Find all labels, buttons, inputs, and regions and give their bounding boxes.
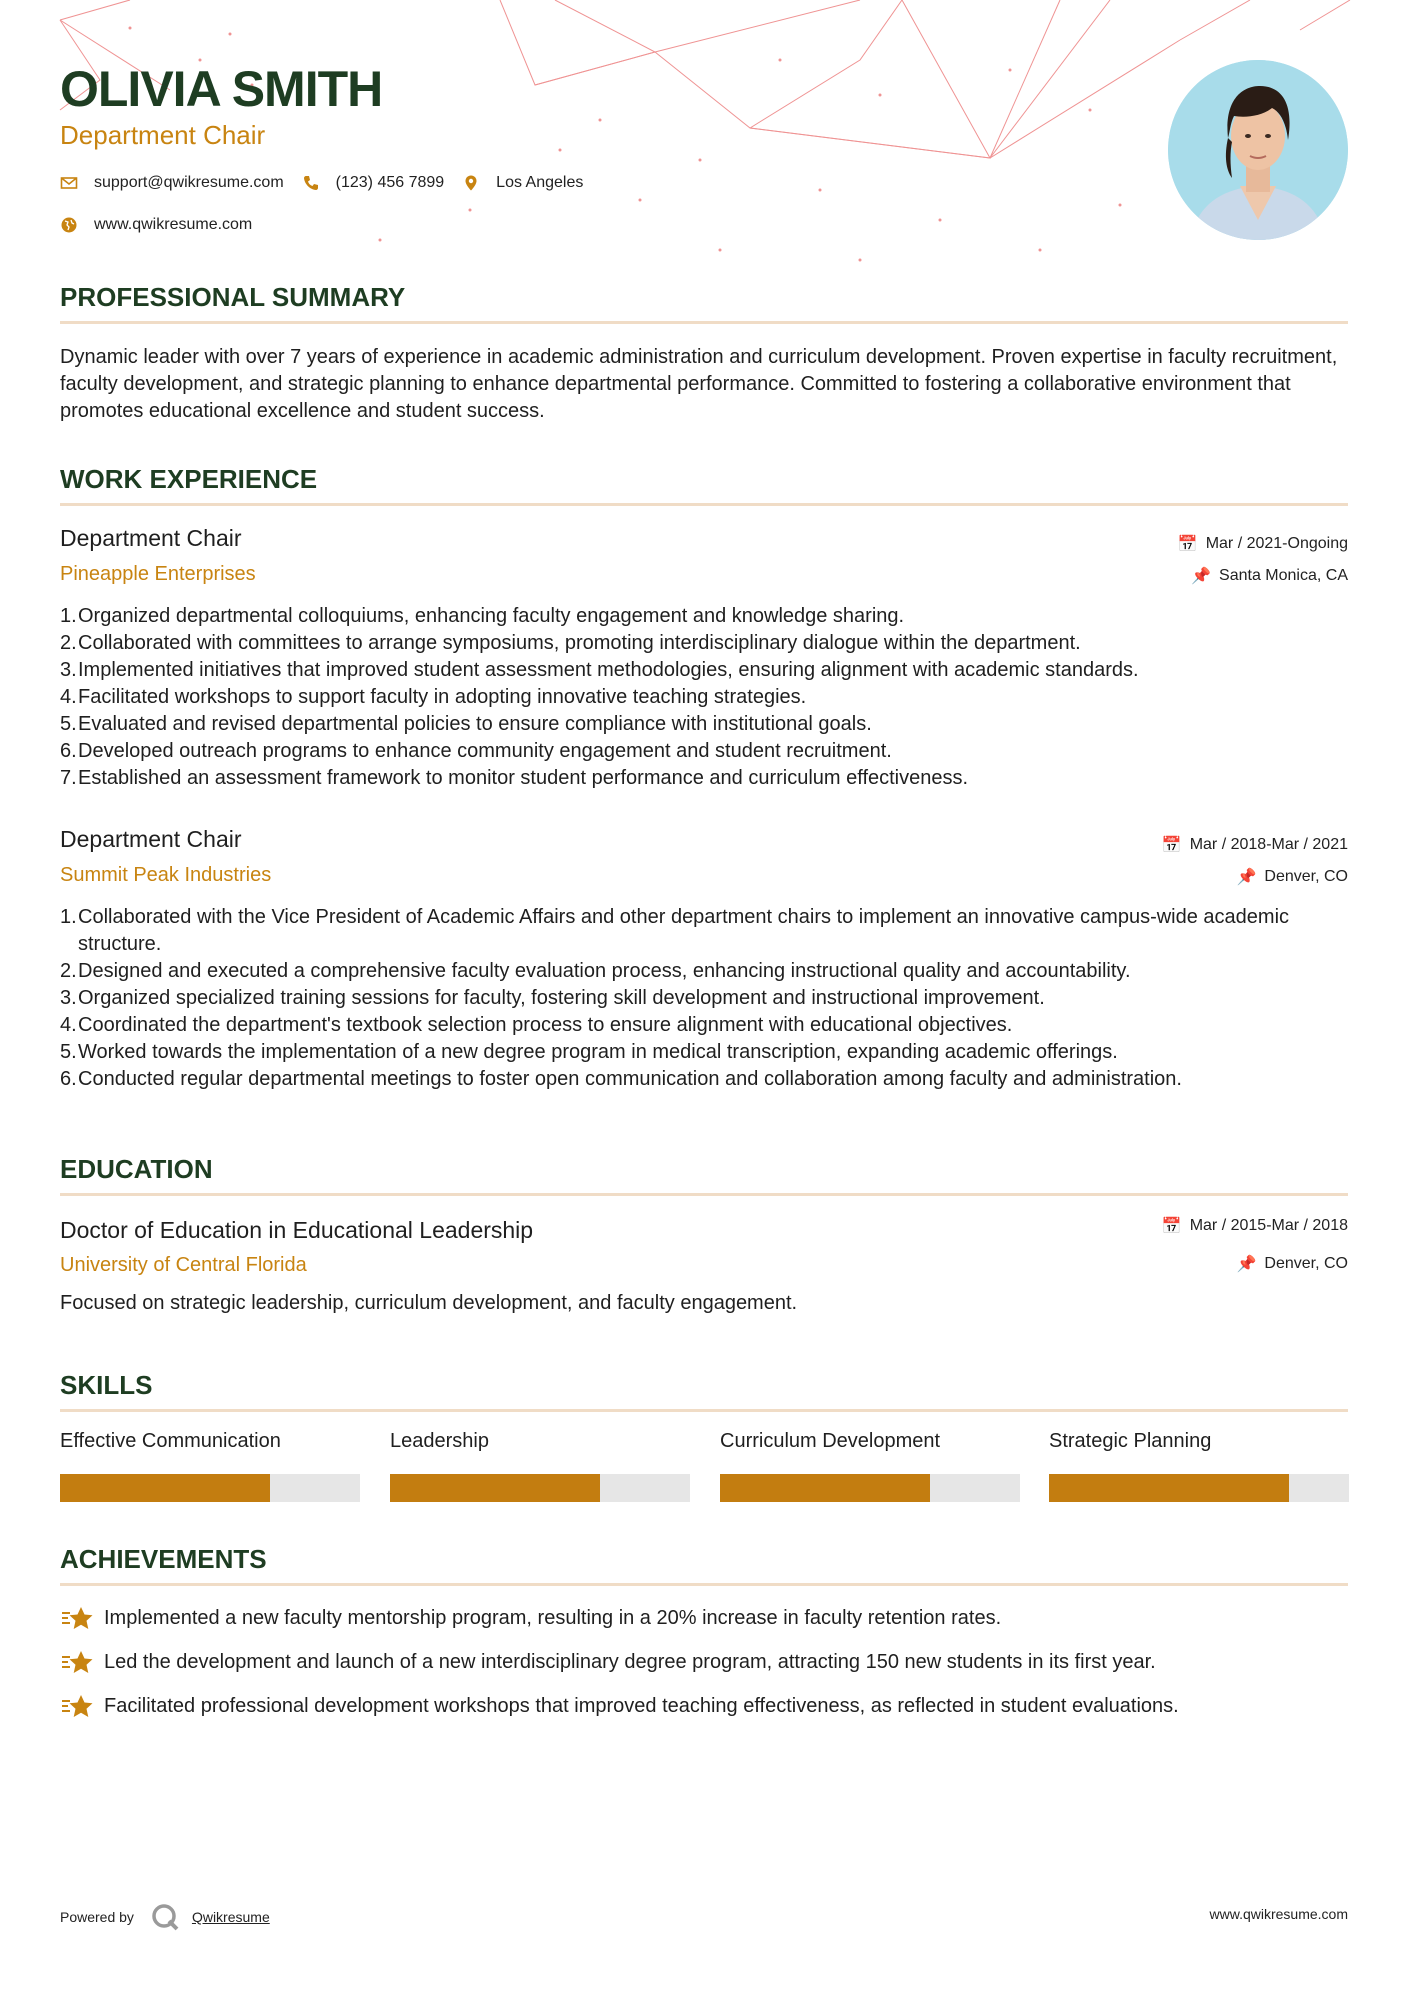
calendar-icon: 📅 bbox=[1161, 837, 1182, 854]
job-dates-text: Mar / 2018-Mar / 2021 bbox=[1189, 836, 1348, 853]
candidate-title: Department Chair bbox=[60, 120, 266, 150]
list-item: 3. Implemented initiatives that improved student assessment methodologies, ensuring alignment with academic standards. bbox=[60, 657, 1350, 684]
bullet-text: Conducted regular departmental meetings to foster open communication and collaboration among faculty and administration. bbox=[78, 1068, 1182, 1090]
bullet-text: Developed outreach programs to enhance community engagement and student recruitment. bbox=[78, 740, 892, 762]
list-item: 5. Worked towards the implementation of a new degree program in medical transcription, expanding academic offerings. bbox=[60, 1039, 1350, 1066]
job-role: Department Chair bbox=[60, 525, 242, 551]
section-divider bbox=[60, 1409, 1348, 1412]
job-dates bbox=[1162, 835, 1348, 855]
list-item: 1. Collaborated with the Vice President of Academic Affairs and other department chairs to implement an innovative campus-wide academic structure. bbox=[60, 904, 1350, 958]
section-title-achievements: ACHIEVEMENTS bbox=[60, 1544, 267, 1574]
bullet-text: Established an assessment framework to monitor student performance and curriculum effectiveness. bbox=[78, 767, 969, 789]
contact-website[interactable] bbox=[60, 216, 252, 234]
bullet-text: Organized departmental colloquiums, enhancing faculty engagement and knowledge sharing. bbox=[78, 605, 905, 627]
skill-item bbox=[1049, 1430, 1349, 1502]
job-bullets bbox=[60, 603, 1350, 792]
list-item: 6. Developed outreach programs to enhance community engagement and student recruitment. bbox=[60, 738, 1350, 765]
section-divider bbox=[60, 1193, 1348, 1196]
section-title-skills: SKILLS bbox=[60, 1370, 153, 1400]
job-company: Pineapple Enterprises bbox=[60, 563, 256, 585]
candidate-name: OLIVIA SMITH bbox=[60, 61, 383, 117]
achievement-text: Facilitated professional development workshops that improved teaching effectiveness, as reflected in student evaluations. bbox=[104, 1694, 1179, 1717]
summary-text: Dynamic leader with over 7 years of experience in academic administration and curriculum development. Proven expertise in faculty recruitment, faculty development, and strategic planning to enhance departmental performance. Committed to fostering a collaborative environment that promotes educational excellence and student success. bbox=[60, 346, 1338, 422]
star-icon bbox=[60, 1692, 94, 1720]
job-dates bbox=[1178, 534, 1348, 554]
section-title-education: EDUCATION bbox=[60, 1154, 213, 1184]
skill-bar-fill bbox=[720, 1474, 930, 1502]
education-dates bbox=[1162, 1216, 1348, 1236]
skill-bar bbox=[720, 1474, 1020, 1502]
envelope-icon bbox=[60, 174, 78, 192]
job-role: Department Chair bbox=[60, 826, 242, 852]
section-divider bbox=[60, 503, 1348, 506]
skill-item bbox=[720, 1430, 1020, 1502]
list-item: 2. Designed and executed a comprehensive faculty evaluation process, enhancing instructional quality and accountability. bbox=[60, 958, 1350, 985]
job-dates-text: Mar / 2021-Ongoing bbox=[1205, 535, 1348, 552]
job-bullets bbox=[60, 904, 1350, 1093]
calendar-icon: 📅 bbox=[1161, 1218, 1182, 1235]
list-item: 2. Collaborated with committees to arrange symposiums, promoting interdisciplinary dialogue within the department. bbox=[60, 630, 1350, 657]
bullet-text: Evaluated and revised departmental policies to ensure compliance with institutional goals. bbox=[78, 713, 872, 735]
achievement-text: Implemented a new faculty mentorship program, resulting in a 20% increase in faculty retention rates. bbox=[104, 1606, 1002, 1629]
education-description: Focused on strategic leadership, curriculum development, and faculty engagement. bbox=[60, 1292, 798, 1314]
contact-phone[interactable] bbox=[302, 174, 445, 192]
location-text: Los Angeles bbox=[496, 174, 584, 191]
skill-label: Effective Communication bbox=[60, 1430, 281, 1452]
bullet-text: Worked towards the implementation of a new degree program in medical transcription, expanding academic offerings. bbox=[78, 1041, 1118, 1063]
map-pin-icon bbox=[462, 174, 480, 192]
contact-row-2 bbox=[60, 216, 270, 234]
job-location bbox=[1236, 867, 1348, 887]
pushpin-icon: 📌 bbox=[1236, 869, 1257, 886]
skill-bar-fill bbox=[1049, 1474, 1289, 1502]
phone-text: (123) 456 7899 bbox=[335, 174, 445, 191]
bullet-text: Collaborated with committees to arrange symposiums, promoting interdisciplinary dialogue within the department. bbox=[78, 632, 1081, 654]
achievement-text: Led the development and launch of a new interdisciplinary degree program, attracting 150 new students in its first year. bbox=[104, 1650, 1156, 1673]
job-location-text: Santa Monica, CA bbox=[1219, 567, 1348, 584]
education-location-text: Denver, CO bbox=[1264, 1255, 1348, 1272]
pushpin-icon: 📌 bbox=[1191, 568, 1212, 585]
list-item: 6. Conducted regular departmental meetings to foster open communication and collaboration among faculty and administration. bbox=[60, 1066, 1350, 1093]
achievement-item bbox=[60, 1692, 1179, 1720]
list-item: 4. Coordinated the department's textbook selection process to ensure alignment with educational objectives. bbox=[60, 1012, 1350, 1039]
skill-item bbox=[390, 1430, 690, 1502]
skill-bar bbox=[60, 1474, 360, 1502]
skill-label: Strategic Planning bbox=[1049, 1430, 1212, 1452]
education-degree: Doctor of Education in Educational Leadership bbox=[60, 1217, 534, 1243]
section-title-experience: WORK EXPERIENCE bbox=[60, 464, 318, 494]
website-text: www.qwikresume.com bbox=[94, 216, 253, 233]
job-location bbox=[1191, 566, 1348, 586]
education-school: University of Central Florida bbox=[60, 1254, 307, 1276]
skill-item bbox=[60, 1430, 360, 1502]
star-icon bbox=[60, 1604, 94, 1632]
skill-bar-fill bbox=[390, 1474, 600, 1502]
globe-icon bbox=[60, 216, 78, 234]
section-divider bbox=[60, 321, 1348, 324]
qwikresume-link[interactable]: Qwikresume bbox=[191, 1909, 270, 1925]
bullet-text: Designed and executed a comprehensive faculty evaluation process, enhancing instructional quality and accountability. bbox=[78, 960, 1131, 982]
section-divider bbox=[60, 1583, 1348, 1586]
skill-bar bbox=[390, 1474, 690, 1502]
skill-bar bbox=[1049, 1474, 1349, 1502]
education-dates-text: Mar / 2015-Mar / 2018 bbox=[1189, 1217, 1348, 1234]
skill-bar-fill bbox=[60, 1474, 270, 1502]
achievement-item bbox=[60, 1648, 1156, 1676]
bullet-text: Coordinated the department's textbook selection process to ensure alignment with educational objectives. bbox=[78, 1014, 1013, 1036]
achievement-item bbox=[60, 1604, 1001, 1632]
education-location bbox=[1236, 1254, 1348, 1274]
pushpin-icon: 📌 bbox=[1236, 1256, 1257, 1273]
powered-by-label: Powered by bbox=[60, 1909, 134, 1925]
footer-powered-by bbox=[60, 1902, 270, 1932]
contact-row-1 bbox=[60, 174, 601, 192]
contact-email[interactable] bbox=[60, 174, 284, 192]
bullet-text: Collaborated with the Vice President of Academic Affairs and other department chairs to implement an innovative campus-wide academic structure. bbox=[78, 906, 1290, 955]
list-item: 4. Facilitated workshops to support faculty in adopting innovative teaching strategies. bbox=[60, 684, 1350, 711]
list-item: 1. Organized departmental colloquiums, enhancing faculty engagement and knowledge sharing. bbox=[60, 603, 1350, 630]
bullet-text: Organized specialized training sessions for faculty, fostering skill development and instructional improvement. bbox=[78, 987, 1045, 1009]
bullet-text: Implemented initiatives that improved student assessment methodologies, ensuring alignment with academic standards. bbox=[78, 659, 1139, 681]
section-title-summary: PROFESSIONAL SUMMARY bbox=[60, 282, 406, 312]
footer-website-link[interactable]: www.qwikresume.com bbox=[1209, 1906, 1348, 1922]
calendar-icon: 📅 bbox=[1177, 536, 1198, 553]
job-company: Summit Peak Industries bbox=[60, 864, 272, 886]
profile-photo bbox=[1168, 60, 1348, 240]
phone-icon bbox=[302, 174, 320, 192]
qwikresume-logo-icon bbox=[150, 1902, 180, 1932]
email-text: support@qwikresume.com bbox=[94, 174, 284, 191]
star-icon bbox=[60, 1648, 94, 1676]
bullet-text: Facilitated workshops to support faculty in adopting innovative teaching strategies. bbox=[78, 686, 807, 708]
list-item: 7. Established an assessment framework to monitor student performance and curriculum effectiveness. bbox=[60, 765, 1350, 792]
list-item: 5. Evaluated and revised departmental policies to ensure compliance with institutional goals. bbox=[60, 711, 1350, 738]
skill-label: Leadership bbox=[390, 1430, 489, 1452]
list-item: 3. Organized specialized training sessions for faculty, fostering skill development and instructional improvement. bbox=[60, 985, 1350, 1012]
contact-location bbox=[462, 174, 583, 192]
job-location-text: Denver, CO bbox=[1264, 868, 1348, 885]
avatar bbox=[1168, 60, 1348, 240]
skill-label: Curriculum Development bbox=[720, 1430, 941, 1452]
